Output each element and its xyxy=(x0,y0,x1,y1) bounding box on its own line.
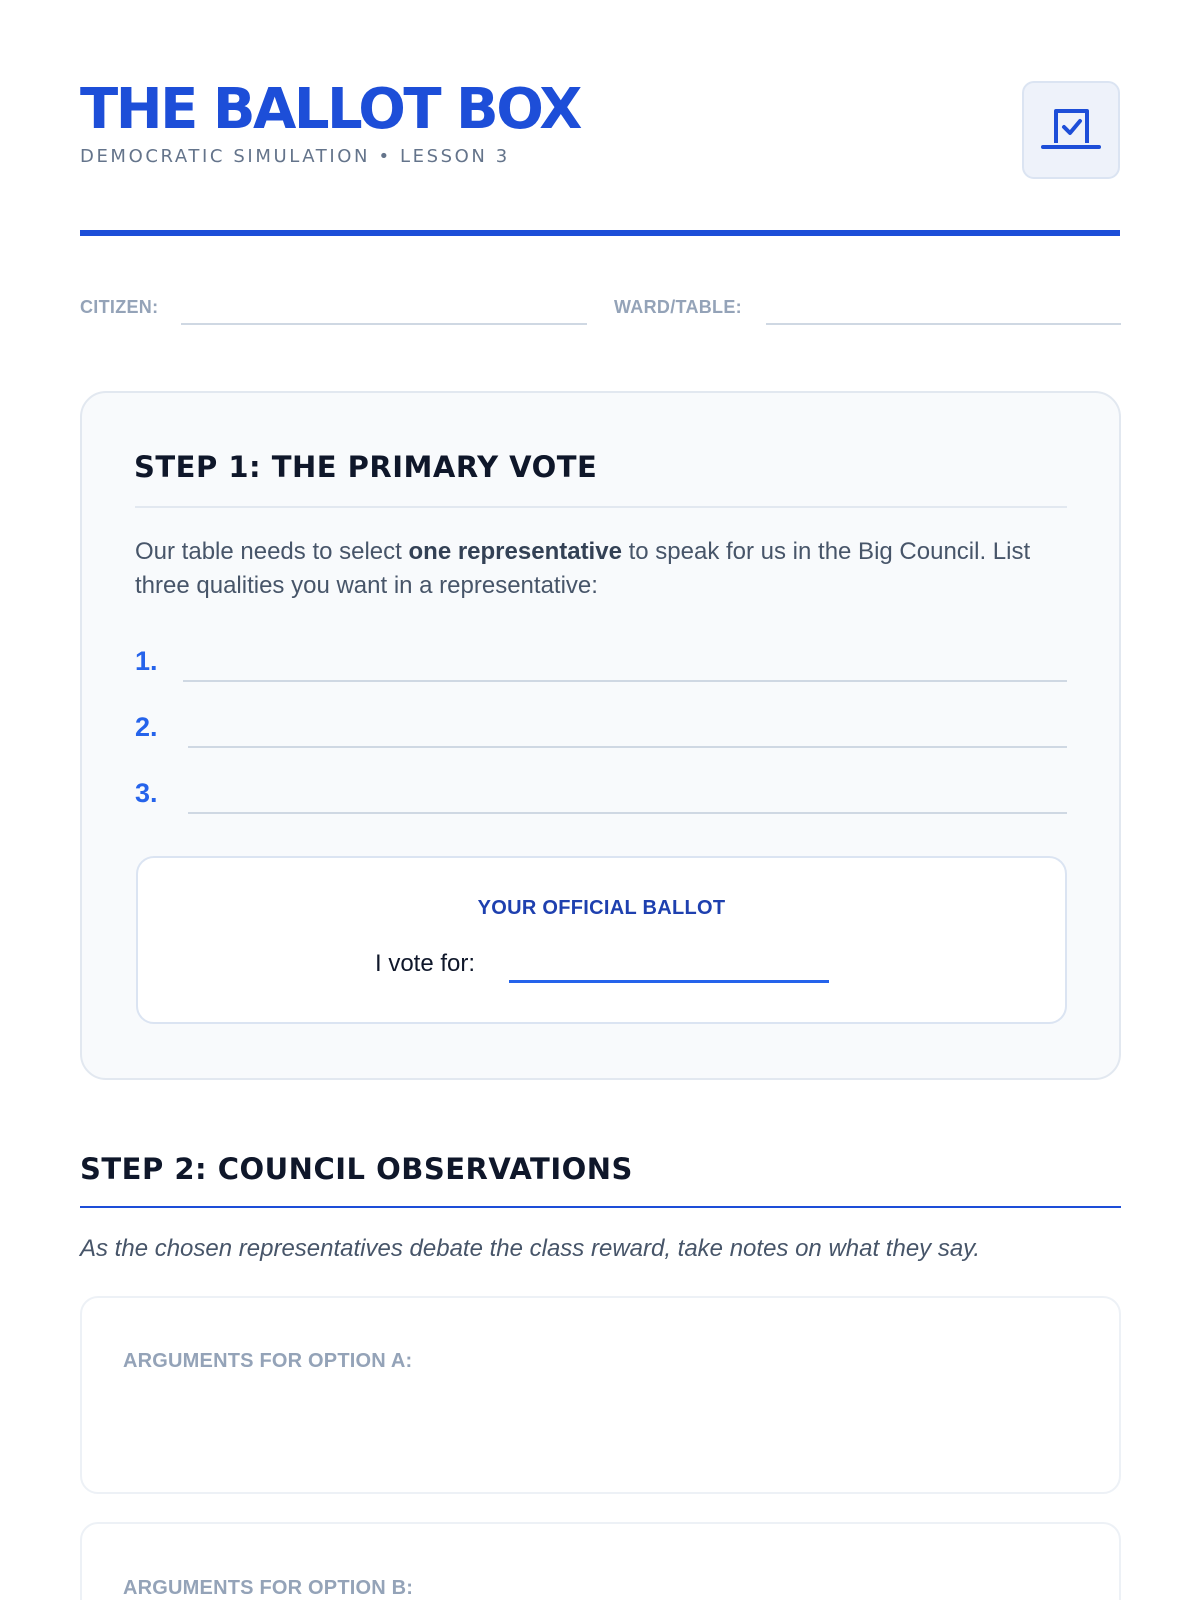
step1-text-end: to speak for us in the Big Council. List three qualities you want in a representative: xyxy=(135,538,1031,599)
vote-for-field[interactable] xyxy=(509,980,829,983)
ward-table-field[interactable] xyxy=(766,323,1121,325)
citizen-label: CITIZEN: xyxy=(80,297,159,317)
ballot-box-check-icon xyxy=(1040,105,1102,155)
quality-number-3: 3. xyxy=(135,778,158,808)
ward-table-label: WARD/TABLE: xyxy=(614,297,742,317)
quality-answer-line-2[interactable] xyxy=(188,746,1067,748)
option-a-notes-box[interactable] xyxy=(80,1296,1121,1494)
step1-heading: STEP 1: THE PRIMARY VOTE xyxy=(134,450,598,484)
step1-text-emphasis: one representative xyxy=(408,538,622,565)
quality-answer-line-1[interactable] xyxy=(183,680,1067,682)
header-divider xyxy=(80,230,1120,236)
official-ballot-box xyxy=(136,856,1067,1024)
citizen-field[interactable] xyxy=(181,323,587,325)
page-title: THE BALLOT BOX xyxy=(80,77,580,142)
ballot-title: YOUR OFFICIAL BALLOT xyxy=(477,897,726,919)
header xyxy=(80,78,1120,167)
quality-number-2: 2. xyxy=(135,712,158,742)
step2-divider xyxy=(80,1206,1121,1208)
option-a-label: ARGUMENTS FOR OPTION A: xyxy=(123,1350,413,1372)
step2-instructions: As the chosen representatives debate the class reward, take notes on what they say. xyxy=(80,1235,981,1262)
option-b-label: ARGUMENTS FOR OPTION B: xyxy=(123,1577,414,1599)
step1-divider xyxy=(135,506,1067,508)
quality-answer-line-3[interactable] xyxy=(188,812,1067,814)
logo-badge xyxy=(1022,81,1120,179)
step2-heading: STEP 2: COUNCIL OBSERVATIONS xyxy=(80,1152,633,1186)
step1-instructions xyxy=(135,535,1075,603)
quality-number-1: 1. xyxy=(135,646,158,676)
vote-for-label: I vote for: xyxy=(375,950,476,977)
page-subtitle: DEMOCRATIC SIMULATION • LESSON 3 xyxy=(80,146,510,167)
step1-text-start: Our table needs to select xyxy=(135,538,409,565)
